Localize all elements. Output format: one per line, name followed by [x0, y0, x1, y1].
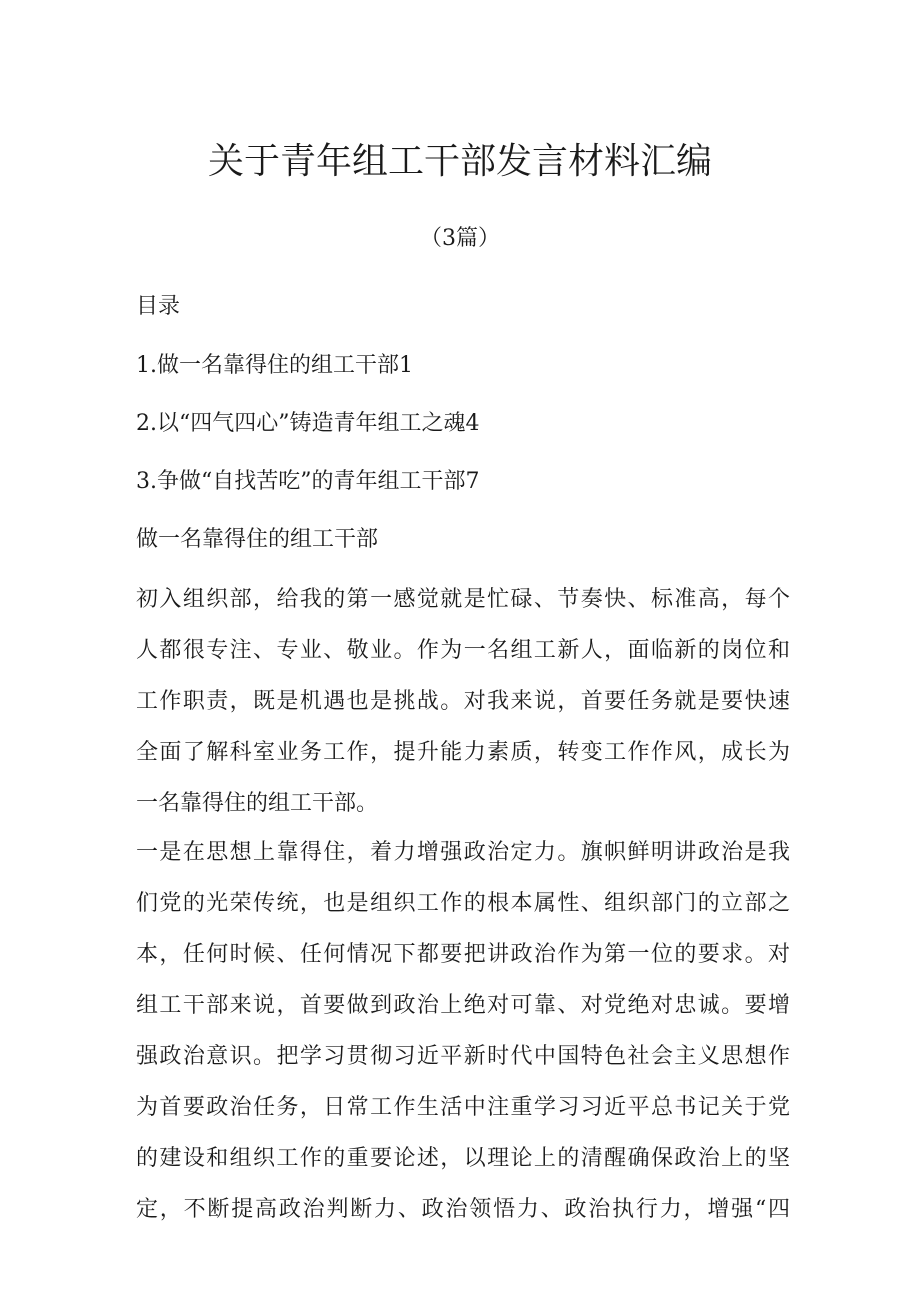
paragraph-line: 一是在思想上靠得住，着力增强政治定力。旗帜鲜明讲政治是我 [136, 840, 790, 865]
paragraph-line: 为首要政治任务，日常工作生活中注重学习习近平总书记关于党 [136, 1095, 790, 1120]
section-heading: 做一名靠得住的组工干部 [136, 527, 379, 552]
paragraph-line: 工作职责，既是机遇也是挑战。对我来说，首要任务就是要快速 [136, 689, 790, 714]
paragraph-line: 的建设和组织工作的重要论述，以理论上的清醒确保政治上的坚 [136, 1146, 790, 1171]
toc-item: 2.以“四气四心”铸造青年组工之魂4 [136, 411, 480, 436]
document-title: 关于青年组工干部发言材料汇编 [207, 141, 712, 182]
body-paragraph [136, 574, 790, 829]
paragraph-line: 们党的光荣传统，也是组织工作的根本属性、组织部门的立部之 [136, 891, 790, 916]
paragraph-line: 一名靠得住的组工干部。 [136, 791, 379, 816]
paragraph-line: 定，不断提高政治判断力、政治领悟力、政治执行力，增强“四 [136, 1197, 790, 1222]
document-subtitle: （3篇） [420, 226, 500, 251]
paragraph-line: 强政治意识。把学习贯彻习近平新时代中国特色社会主义思想作 [136, 1044, 790, 1069]
toc-item: 3.争做“自找苦吃”的青年组工干部7 [136, 469, 480, 494]
paragraph-line: 人都很专注、专业、敬业。作为一名组工新人，面临新的岗位和 [136, 638, 790, 663]
paragraph-line: 全面了解科室业务工作，提升能力素质，转变工作作风，成长为 [136, 740, 790, 765]
paragraph-line: 初入组织部，给我的第一感觉就是忙碌、节奏快、标准高，每个 [136, 587, 790, 612]
body-paragraph [136, 827, 790, 1235]
toc-item: 1.做一名靠得住的组工干部1 [136, 353, 413, 378]
paragraph-line: 本，任何时候、任何情况下都要把讲政治作为第一位的要求。对 [136, 942, 790, 967]
toc-heading: 目录 [136, 294, 181, 319]
paragraph-line: 组工干部来说，首要做到政治上绝对可靠、对党绝对忠诚。要增 [136, 993, 790, 1018]
